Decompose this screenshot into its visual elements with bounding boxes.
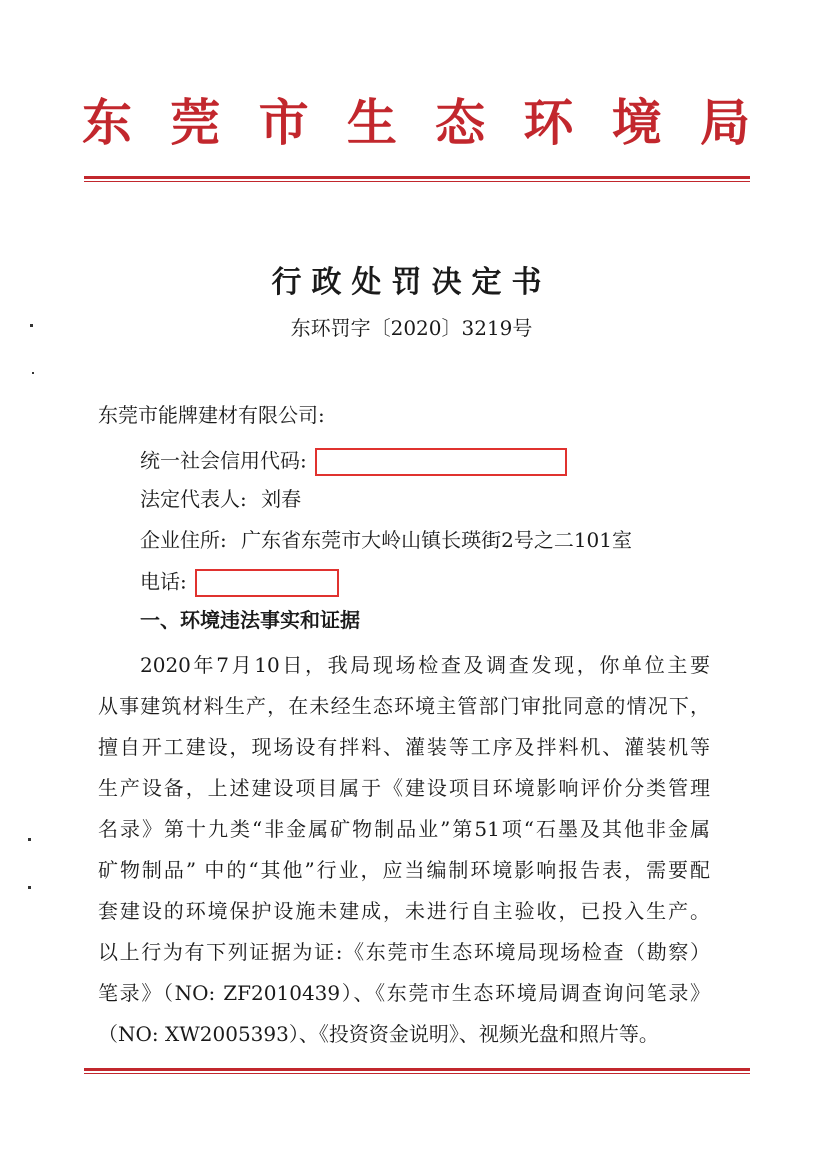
credit-code-row	[140, 448, 567, 476]
agency-char: 市	[258, 93, 309, 152]
agency-char: 莞	[170, 93, 221, 152]
paragraph-line: 2020年7月10日，我局现场检查及调查发现，你单位主要	[140, 653, 710, 677]
agency-char: 境	[611, 93, 662, 152]
address-label: 企业住所:	[140, 528, 227, 552]
section-heading: 一、环境违法事实和证据	[140, 608, 360, 632]
header-divider-thick	[84, 176, 750, 179]
phone-redaction	[195, 569, 339, 597]
credit-code-redaction	[315, 448, 567, 476]
paragraph-line: （NO: XW2005393）、《投资资金说明》、视频光盘和照片等。	[98, 1022, 659, 1046]
phone-label: 电话:	[140, 569, 187, 594]
scan-speck	[30, 324, 33, 327]
phone-row	[140, 569, 339, 597]
paragraph-line: 生产设备，上述建设项目属于《建设项目环境影响评价分类管理	[98, 776, 710, 800]
legal-rep-label: 法定代表人:	[140, 487, 247, 511]
agency-char: 东	[82, 93, 132, 152]
agency-char: 局	[699, 93, 750, 152]
paragraph-line: 名录》第十九类“非金属矿物制品业”第51项“石墨及其他非金属	[98, 817, 710, 841]
agency-char: 环	[523, 93, 574, 152]
footer-divider-thin	[84, 1073, 750, 1074]
scan-speck	[28, 886, 31, 889]
footer-divider-thick	[84, 1068, 750, 1071]
scan-speck	[32, 372, 34, 374]
paragraph-line: 套建设的环境保护设施未建成，未进行自主验收，已投入生产。	[98, 899, 710, 923]
agency-header	[82, 93, 750, 152]
paragraph-line: 以上行为有下列证据为证:《东莞市生态环境局现场检查（勘察）	[98, 940, 710, 964]
document-number: 东环罚字〔2020〕3219号	[290, 316, 533, 340]
scan-speck	[28, 838, 31, 841]
paragraph-line: 从事建筑材料生产，在未经生态环境主管部门审批同意的情况下，	[98, 694, 710, 718]
address-row	[140, 530, 632, 550]
agency-char: 生	[346, 93, 397, 152]
paragraph-line: 擅自开工建设，现场设有拌料、灌装等工序及拌料机、灌装机等	[98, 735, 710, 759]
paragraph-line: 笔录》（NO: ZF2010439）、《东莞市生态环境局调查询问笔录》	[98, 981, 710, 1005]
agency-char: 态	[435, 93, 486, 152]
recipient-company: 东莞市能牌建材有限公司:	[98, 403, 325, 427]
document-title: 行政处罚决定书	[271, 265, 552, 300]
legal-rep-row	[140, 489, 301, 509]
header-divider-thin	[84, 181, 750, 182]
credit-code-label: 统一社会信用代码:	[140, 448, 307, 473]
address-value: 广东省东莞市大岭山镇长瑛街2号之二101室	[241, 528, 633, 552]
legal-rep-name: 刘春	[261, 487, 302, 511]
paragraph-line: 矿物制品” 中的“其他”行业，应当编制环境影响报告表，需要配	[98, 858, 710, 882]
